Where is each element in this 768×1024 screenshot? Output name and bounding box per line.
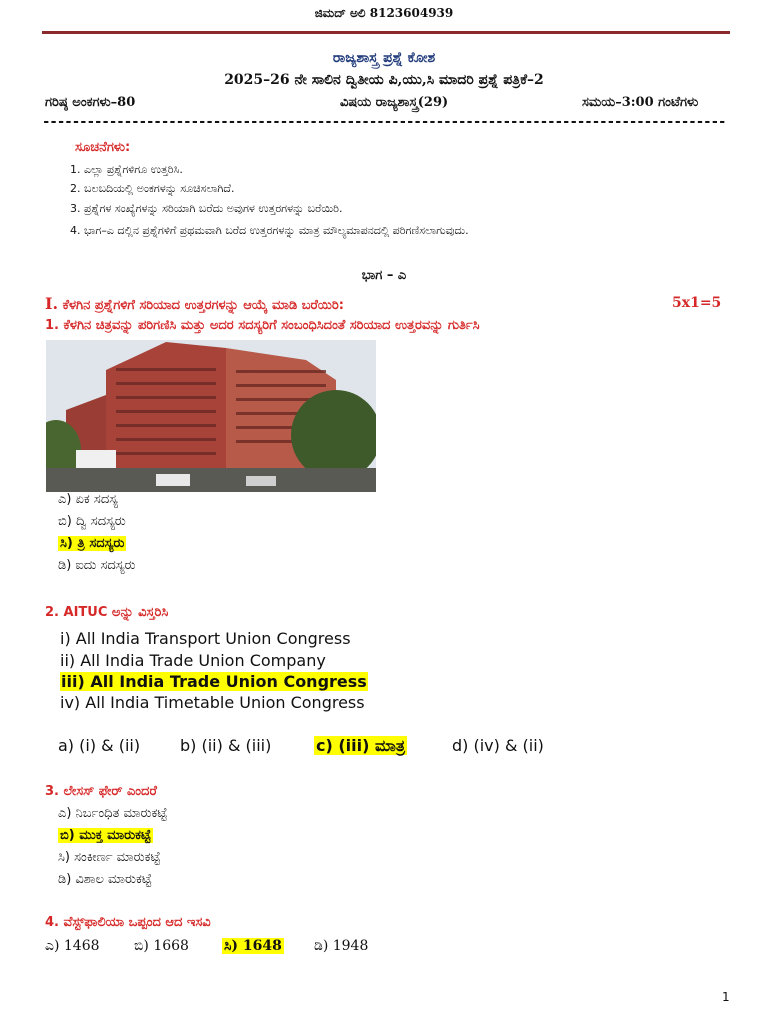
q3-option-b-answer <box>58 828 153 843</box>
answer-highlight: ಸಿ) ತ್ರಿ ಸದಸ್ಯರು <box>60 536 125 551</box>
question-4: 4. ವೆಸ್ಟ್‌ಫಾಲಿಯಾ ಒಪ್ಪಂದ ಆದ ಇಸವಿ <box>45 915 211 930</box>
answer-highlight: c) (iii) ಮಾತ್ರ <box>316 736 406 755</box>
question-3: 3. ಲೇಸಸ್ ಫೇರ್ ಎಂದರೆ <box>45 784 157 799</box>
answer-highlight: ಬಿ) ಮುಕ್ತ ಮಾರುಕಟ್ಟೆ <box>60 828 151 843</box>
q2-statement-iv: iv) All India Timetable Union Congress <box>60 693 365 712</box>
author-header: ಜಿಮದ್ ಅಲಿ 8123604939 <box>314 6 454 20</box>
instruction-item: 4. ಭಾಗ–ಎ ದಲ್ಲಿನ ಪ್ರಶ್ನೆಗಳಿಗೆ ಪ್ರಥಮವಾಗಿ ಬರೆದ ಉತ್ತರಗಳನ್ನು ಮಾತ್ರ ಮೌಲ್ಯಮಾಪನದಲ್ಲಿ ಪರಿಗಣಿಸಲಾಗುವುದು. <box>70 224 469 237</box>
q2-choice-b: b) (ii) & (iii) <box>180 736 272 755</box>
q1-option-a: ಎ) ಏಕ ಸದಸ್ಯ <box>58 492 118 507</box>
header-rule <box>42 31 730 34</box>
building-photo <box>46 340 376 492</box>
section-number: I. <box>45 294 59 313</box>
instruction-item: 1. ಎಲ್ಲಾ ಪ್ರಶ್ನೆಗಳಿಗೂ ಉತ್ತರಿಸಿ. <box>70 163 183 176</box>
paper-subtitle: 2025–26 ನೇ ಸಾಲಿನ ದ್ವಿತೀಯ ಪಿ,ಯು,ಸಿ ಮಾದರಿ ಪ್ರಶ್ನೆ ಪತ್ರಿಕೆ–2 <box>224 72 544 88</box>
section-heading <box>45 294 344 313</box>
subject: ವಿಷಯ ರಾಜ್ಯಶಾಸ್ತ್ರ(29) <box>340 95 449 110</box>
q2-choice-d: d) (iv) & (ii) <box>452 736 544 755</box>
instruction-item: 3. ಪ್ರಶ್ನೆಗಳ ಸಂಖ್ಯೆಗಳನ್ನು ಸರಿಯಾಗಿ ಬರೆದು ಅವುಗಳ ಉತ್ತರಗಳನ್ನು ಬರೆಯಿರಿ. <box>70 202 343 215</box>
paper-title: ರಾಜ್ಯಶಾಸ್ತ್ರ ಪ್ರಶ್ನೆ ಕೋಶ <box>332 50 436 66</box>
section-text: ಕೆಳಗಿನ ಪ್ರಶ್ನೆಗಳಿಗೆ ಸರಿಯಾದ ಉತ್ತರಗಳನ್ನು ಆಯ್ಕೆ ಮಾಡಿ ಬರೆಯಿರಿ: <box>62 298 344 313</box>
q4-option-a: ಎ) 1468 <box>45 938 100 954</box>
q2-choice-c-answer <box>314 736 407 756</box>
q3-option-d: ಡಿ) ವಿಶಾಲ ಮಾರುಕಟ್ಟೆ <box>58 872 152 887</box>
dashed-separator: -------------------------------------------------------------------------------------------- <box>42 114 726 128</box>
question-1: 1. ಕೆಳಗಿನ ಚಿತ್ರವನ್ನು ಪರಿಗಣಿಸಿ ಮತ್ತು ಅದರ ಸದಸ್ಯರಿಗೆ ಸಂಬಂಧಿಸಿದಂತೆ ಸರಿಯಾದ ಉತ್ತರವನ್ನು ಗುರ್ತಿಸಿ <box>45 318 480 333</box>
page-number: 1 <box>722 990 730 1004</box>
q3-option-a: ಎ) ನಿರ್ಬಂಧಿತ ಮಾರುಕಟ್ಟೆ <box>58 806 168 821</box>
exam-time: ಸಮಯ–3:00 ಗಂಟೆಗಳು <box>582 95 699 110</box>
q1-option-d: ಡಿ) ಐದು ಸದಸ್ಯರು <box>58 558 136 573</box>
q4-option-b: ಬಿ) 1668 <box>134 938 189 954</box>
q2-choice-a: a) (i) & (ii) <box>58 736 141 755</box>
q2-statement-iii-answer: iii) All India Trade Union Congress <box>61 672 367 691</box>
q1-option-b: ಬಿ) ದ್ವಿ ಸದಸ್ಯರು <box>58 514 126 529</box>
instruction-item: 2. ಬಲಬದಿಯಲ್ಲಿ ಅಂಕಗಳನ್ನು ಸೂಚಿಸಲಾಗಿದೆ. <box>70 182 235 195</box>
q2-statement-i: i) All India Transport Union Congress <box>60 629 351 648</box>
instructions-heading: ಸೂಚನೆಗಳು: <box>75 140 131 155</box>
q4-option-c-answer <box>222 938 284 954</box>
max-marks: ಗರಿಷ್ಠ ಅಂಕಗಳು–80 <box>45 95 136 110</box>
q4-option-d: ಡಿ) 1948 <box>314 938 369 954</box>
part-heading: ಭಾಗ – ಎ <box>361 268 407 283</box>
section-marks: 5x1=5 <box>672 295 722 311</box>
q1-option-c-answer <box>58 536 126 551</box>
q3-option-c: ಸಿ) ಸಂಕೀರ್ಣ ಮಾರುಕಟ್ಟೆ <box>58 850 161 865</box>
q2-statement-ii: ii) All India Trade Union Company <box>60 651 326 670</box>
question-2: 2. AITUC ಅನ್ನು ವಿಸ್ತರಿಸಿ <box>45 605 169 620</box>
answer-highlight: ಸಿ) 1648 <box>224 938 282 954</box>
